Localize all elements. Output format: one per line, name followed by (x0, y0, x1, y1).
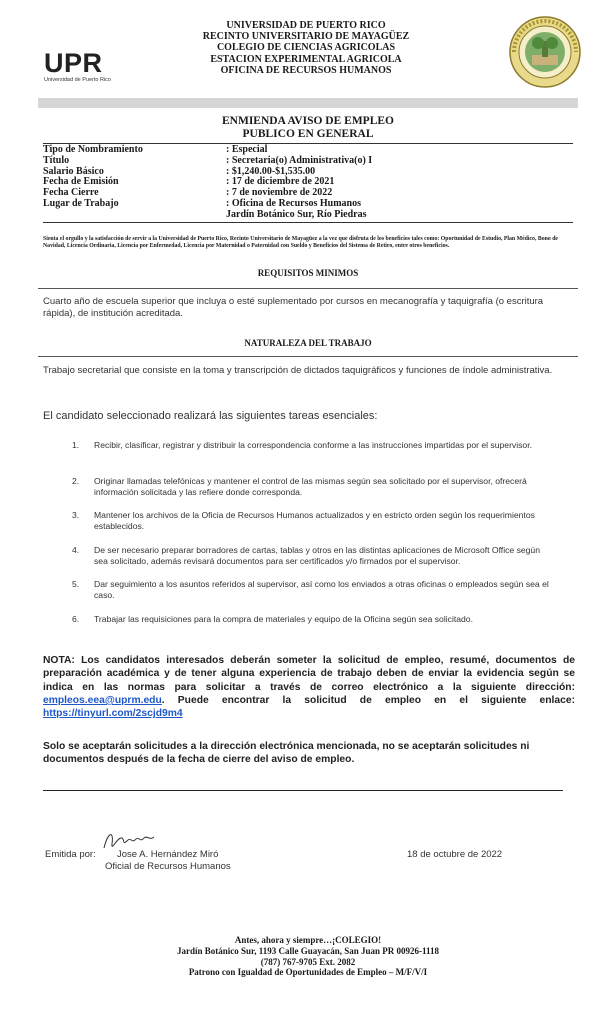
signer-role: Oficial de Recursos Humanos (105, 860, 231, 872)
bottom-divider (43, 790, 563, 791)
benefits-intro: Sienta el orgullo y la satisfacción de servir a la Universidad de Puerto Rico, Recinto Universitario de Mayagüez a la vez que disfruta de los beneficios tales como: Oportunidad de Estudio, Plan Médico, Bono de Navidad, Licencia Ordinaria, Licencia por Enfermedad, Licencia por Maternidad o Paternidad con Sueldo y Beneficios del Sistema de Retiro, entre otros beneficios. (43, 236, 558, 250)
upr-logo-subtitle: Universidad de Puerto Rico (44, 77, 111, 83)
info-row-titulo (43, 156, 573, 167)
solo-paragraph: Solo se aceptarán solicitudes a la dirección electrónica mencionada, no se aceptarán solicitudes ni documentos después de la fecha de cierre del aviso de empleo. (43, 741, 530, 766)
footer-line: Jardín Botánico Sur, 1193 Calle Guayacán, San Juan PR 00926-1118 (177, 945, 439, 956)
naturaleza-text: Trabajo secretarial que consiste en la toma y transcripción de dictados taquigráficos y funciones de índole administrativa. (43, 365, 553, 376)
info-value: : 17 de diciembre de 2021 (226, 176, 335, 188)
task-text: Recibir, clasificar, registrar y distribuir la correspondencia conforme a las instrucciones impartidas por el supervisor. (94, 440, 532, 450)
info-label: Título (43, 154, 70, 166)
issue-date: 18 de octubre de 2022 (407, 849, 503, 860)
job-info-table (43, 143, 573, 223)
header-line: RECINTO UNIVERSITARIO DE MAYAGÜEZ (202, 31, 410, 43)
task-number: 4. (72, 545, 80, 555)
task-text: De ser necesario preparar borradores de cartas, tablas y otros en las distintas aplicaciones de Microsoft Office según sea solicitado, además revisará documentos para ser certificados y/o firmados por el supervisor. (94, 545, 540, 566)
task-item (72, 614, 552, 625)
nota-text: NOTA: Los candidatos interesados deberán someter la solicitud de empleo, resumé, documentos de preparación académica y de tener alguna experiencia de trabajo deben de enviar la evidencia según se indica en las normas para solicitar a través de correo electrónico a la siguiente dirección: (43, 655, 575, 693)
header-line: ESTACION EXPERIMENTAL AGRICOLA (210, 53, 402, 65)
info-label: Salario Básico (43, 165, 104, 177)
task-item (72, 440, 552, 451)
upr-logo (44, 50, 124, 83)
info-value: Jardín Botánico Sur, Río Piedras (226, 208, 367, 220)
info-value: : Especial (226, 144, 268, 155)
task-number: 1. (72, 440, 80, 450)
info-value: : $1,240.00-$1,535.00 (226, 165, 316, 177)
header-divider (38, 98, 578, 108)
info-label: Fecha Cierre (43, 187, 99, 199)
header-line: COLEGIO DE CIENCIAS AGRICOLAS (216, 42, 396, 54)
nota-middle: . Puede encontrar la solicitud de empleo en el siguiente enlace: (161, 694, 575, 706)
task-text: Trabajar las requisiciones para la compra de materiales y equipo de la Oficina según sea solicitado. (94, 614, 473, 624)
emitida-label: Emitida por: (45, 849, 96, 860)
task-item (72, 510, 552, 532)
info-row-lugar-2 (43, 210, 573, 221)
requisitos-text: Cuarto año de escuela superior que incluya o esté suplementado por cursos en mecanografía y taquigrafía (o escritura rápida), de institución acreditada. (43, 296, 544, 319)
signer-name: Jose A. Hernández Miró (117, 849, 219, 860)
email-link[interactable]: empleos.eea@uprm.edu (43, 694, 162, 706)
institution-header (140, 20, 472, 76)
info-value: : 7 de noviembre de 2022 (226, 187, 333, 199)
task-number: 6. (72, 614, 80, 624)
footer-line: (787) 767-9705 Ext. 2082 (260, 956, 356, 967)
info-value: : Secretaria(o) Administrativa(o) I (226, 154, 373, 166)
task-text: Originar llamadas telefónicas y mantener el control de las mismas según sea solicitado por el supervisor, ofrecerá información solicitada y las refiere donde corresponda. (94, 476, 527, 497)
page-footer (38, 935, 578, 978)
header-line: OFICINA DE RECURSOS HUMANOS (220, 64, 392, 76)
footer-line: Antes, ahora y siempre…¡COLEGIO! (234, 935, 382, 945)
info-value: : Oficina de Recursos Humanos (226, 197, 361, 209)
info-label: Lugar de Trabajo (43, 197, 119, 209)
title-line-2: PUBLICO EN GENERAL (242, 128, 374, 140)
task-item (72, 579, 552, 601)
task-text: Dar seguimiento a los asuntos referidos al supervisor, así como los enviados a otras oficinas o empleados según sea el caso. (94, 579, 549, 600)
task-number: 5. (72, 579, 80, 589)
tasks-lead: El candidato seleccionado realizará las siguientes tareas esenciales: (43, 410, 378, 422)
task-text: Mantener los archivos de la Oficia de Recursos Humanos actualizados y en estricto orden según los requerimientos establecidos. (94, 510, 535, 531)
requisitos-heading: REQUISITOS MINIMOS (257, 268, 359, 278)
document-title (38, 115, 578, 141)
application-url-link[interactable]: https://tinyurl.com/2scjd9m4 (43, 708, 183, 720)
task-number: 2. (72, 476, 80, 486)
title-line-1: ENMIENDA AVISO DE EMPLEO (221, 115, 394, 127)
info-label: Fecha de Emisión (43, 176, 119, 188)
upr-logo-text: UPR (44, 48, 103, 78)
task-item (72, 545, 552, 567)
footer-line: Patrono con Igualdad de Oportunidades de Empleo – M/F/V/I (188, 967, 428, 978)
header-line: UNIVERSIDAD DE PUERTO RICO (226, 20, 386, 31)
info-label: Tipo de Nombramiento (43, 144, 143, 155)
section-divider (38, 356, 578, 357)
eea-seal-icon (508, 15, 582, 89)
task-number: 3. (72, 510, 80, 520)
naturaleza-heading: NATURALEZA DEL TRABAJO (244, 338, 372, 348)
nota-paragraph (43, 654, 575, 720)
task-item (72, 476, 552, 498)
signer-block (105, 849, 231, 873)
section-divider (38, 288, 578, 289)
